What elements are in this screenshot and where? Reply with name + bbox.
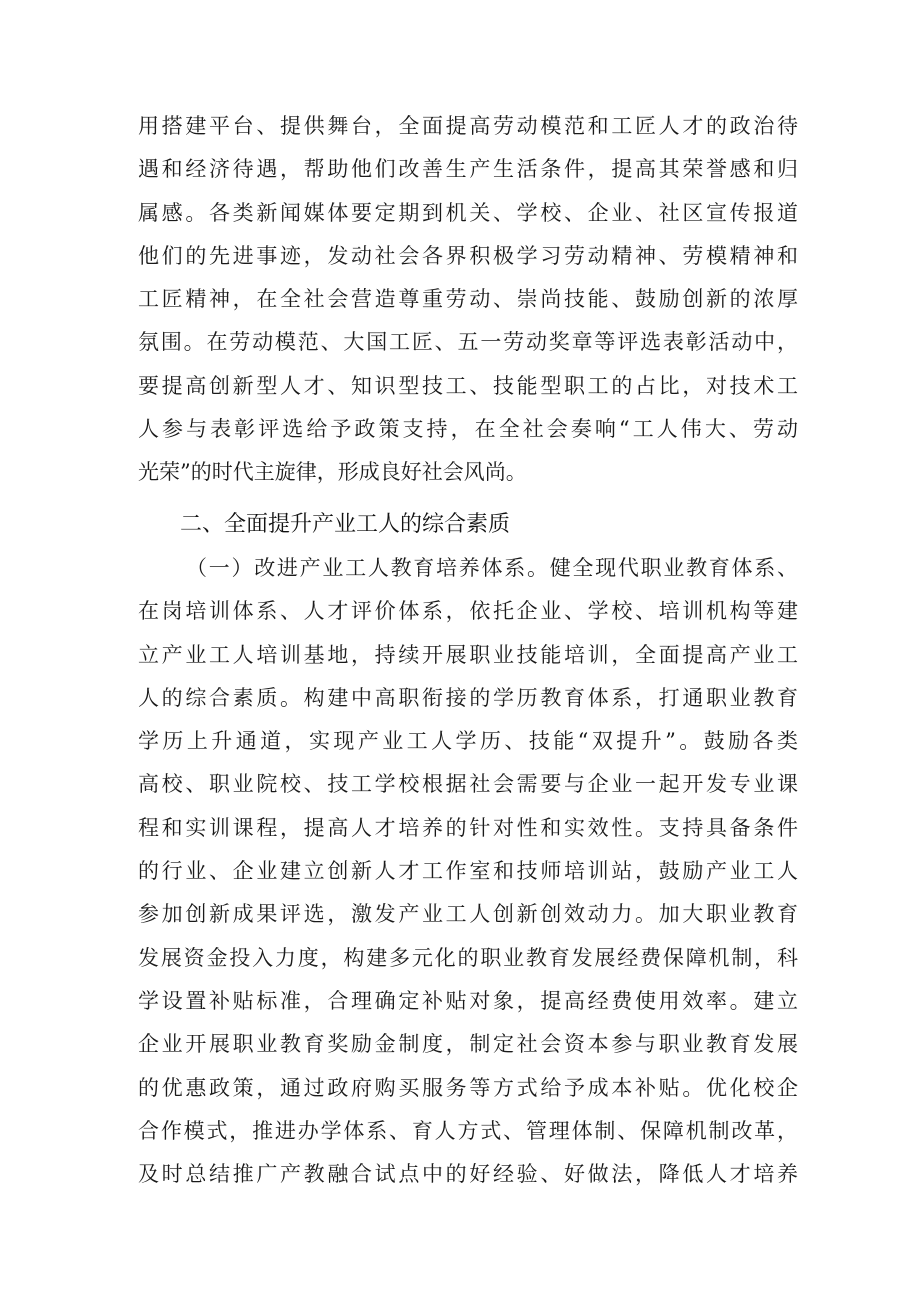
paragraph-line: 企业开展职业教育奖励金制度，制定社会资本参与职业教育发展 [138,1032,798,1057]
paragraph-line: （一）改进产业工人教育培养体系。健全现代职业教育体系、 [186,556,798,580]
paragraph-education-system [138,547,798,1196]
paragraph-line: 他们的先进事迹，发动社会各界积极学习劳动精神、劳模精神和 [138,243,798,268]
paragraph-line: 人的综合素质。构建中高职衔接的学历教育体系，打通职业教育 [138,685,798,710]
paragraph-line: 氛围。在劳动模范、大国工匠、五一劳动奖章等评选表彰活动中， [138,330,798,355]
paragraph-line: 的优惠政策，通过政府购买服务等方式给予成本补贴。优化校企 [138,1075,798,1100]
paragraph-line: 遇和经济待遇，帮助他们改善生产生活条件，提高其荣誉感和归 [138,157,798,182]
paragraph-line: 立产业工人培训基地，持续开展职业技能培训，全面提高产业工 [138,642,798,667]
paragraph-line: 属感。各类新闻媒体要定期到机关、学校、企业、社区宣传报道 [138,200,798,225]
paragraph-line: 用搭建平台、提供舞台，全面提高劳动模范和工匠人才的政治待 [138,114,798,138]
paragraph-line: 学设置补贴标准，合理确定补贴对象，提高经费使用效率。建立 [138,988,798,1013]
paragraph-line: 及时总结推广产教融合试点中的好经验、好做法，降低人才培养 [138,1162,798,1187]
paragraph-line: 程和实训课程，提高人才培养的针对性和实效性。支持具备条件 [138,815,798,840]
paragraph-line: 的行业、企业建立创新人才工作室和技师培训站，鼓励产业工人 [138,859,798,884]
paragraph-line: 光荣”的时代主旋律，形成良好社会风尚。 [138,460,527,485]
paragraph-line: 合作模式，推进办学体系、育人方式、管理体制、保障机制改革， [138,1118,798,1143]
paragraph-line: 参加创新成果评选，激发产业工人创新创效动力。加大职业教育 [138,902,798,927]
paragraph-line: 学历上升通道，实现产业工人学历、技能“双提升”。鼓励各类 [138,729,798,754]
paragraph-line: 人参与表彰评选给予政策支持，在全社会奏响“工人伟大、劳动 [138,417,798,442]
paragraph-line: 要提高创新型人才、知识型技工、技能型职工的占比，对技术工 [138,373,798,398]
section-heading: 二、全面提升产业工人的综合素质 [180,512,511,537]
paragraph-line: 在岗培训体系、人才评价体系，依托企业、学校、培训机构等建 [138,599,798,624]
paragraph-line: 高校、职业院校、技工学校根据社会需要与企业一起开发专业课 [138,772,798,797]
paragraph-line: 发展资金投入力度，构建多元化的职业教育发展经费保障机制，科 [138,945,798,970]
paragraph-continued [138,105,798,495]
paragraph-line: 工匠精神，在全社会营造尊重劳动、崇尚技能、鼓励创新的浓厚 [138,287,798,312]
